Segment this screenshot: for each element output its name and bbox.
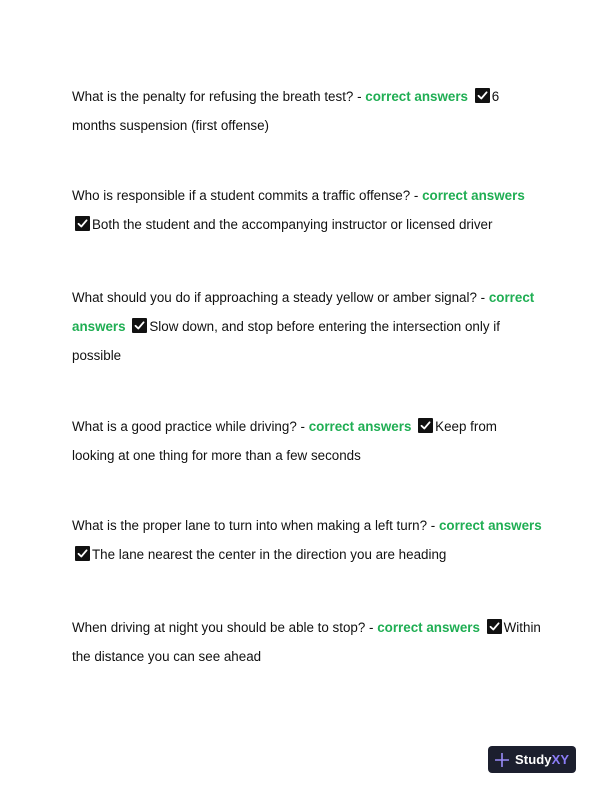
- qa-item: [72, 82, 542, 140]
- qa-item: [72, 181, 542, 239]
- studyxy-logo: [488, 746, 576, 773]
- logo-text: [515, 752, 569, 767]
- checkmark-icon: [132, 318, 147, 333]
- correct-answers-label: correct answers: [438, 518, 542, 533]
- correct-answers-label: correct answers: [308, 419, 412, 434]
- qa-item: [72, 613, 542, 671]
- answer-text: Within the distance you can see ahead: [72, 620, 541, 664]
- qa-item: [72, 412, 542, 470]
- checkmark-icon: [75, 216, 90, 231]
- answer-text: Keep from looking at one thing for more than a few seconds: [72, 419, 497, 463]
- question-text: What is the penalty for refusing the breath test? -: [72, 89, 366, 104]
- checkmark-icon: [75, 546, 90, 561]
- plus-icon: [495, 753, 509, 767]
- answer-text: The lane nearest the center in the direction you are heading: [92, 547, 447, 562]
- answer-text: 6 months suspension (first offense): [72, 89, 500, 133]
- question-text: When driving at night you should be able to stop? -: [72, 620, 378, 635]
- question-text: Who is responsible if a student commits a traffic offense? -: [72, 188, 423, 203]
- question-text: What should you do if approaching a steady yellow or amber signal? -: [72, 290, 489, 305]
- question-text: What is the proper lane to turn into when making a left turn? -: [72, 518, 439, 533]
- question-text: What is a good practice while driving? -: [72, 419, 309, 434]
- checkmark-icon: [418, 418, 433, 433]
- correct-answers-label: correct answers: [377, 620, 480, 635]
- checkmark-icon: [487, 619, 502, 634]
- answer-text: Slow down, and stop before entering the intersection only if possible: [72, 319, 500, 363]
- correct-answers-label: correct answers: [422, 188, 525, 203]
- answer-text: Both the student and the accompanying instructor or licensed driver: [92, 217, 493, 232]
- correct-answers-label: correct answers: [365, 89, 468, 104]
- qa-item: [72, 283, 542, 370]
- checkmark-icon: [475, 88, 490, 103]
- correct-answers-label: correct answers: [72, 290, 535, 334]
- logo-brand-main: Study: [515, 752, 552, 767]
- qa-item: [72, 511, 542, 569]
- logo-brand-accent: XY: [551, 752, 570, 767]
